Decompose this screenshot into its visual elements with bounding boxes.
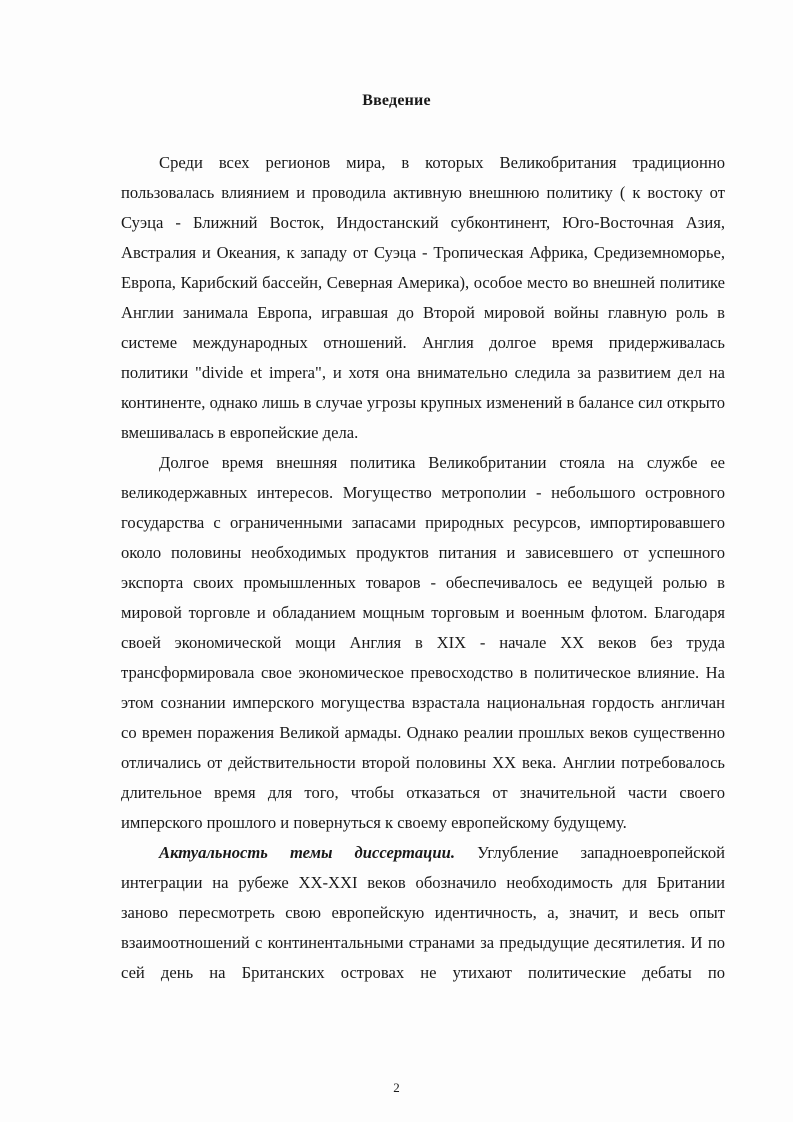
page-number: 2	[393, 1080, 400, 1095]
paragraph-text: Углубление западноевропейской интеграции на рубеже XX-XXI веков обозначило необходимость для Британии заново пересмотреть свою европейскую идентичность, а, значит, и весь опыт взаимоотношений с континентальными странами за предыдущие десятилетия. И по сей день на Британских островах не утихают политические дебаты по	[121, 843, 725, 982]
paragraph-text: Среди всех регионов мира, в которых Великобритания традиционно пользовалась влиянием и проводила активную внешнюю политику ( к востоку от Суэца - Ближний Восток, Индостанский субконтинент, Юго-Восточная Азия, Австралия и Океания, к западу от Суэца - Тропическая Африка, Средиземноморье, Европа, Карибский бассейн, Северная Америка), особое место во внешней политике Англии занимала Европа, игравшая до Второй мировой войны главную роль в системе международных отношений. Англия долгое время придерживалась политики "divide et impera", и хотя она внимательно следила за развитием дел на континенте, однако лишь в случае угрозы крупных изменений в балансе сил открыто вмешивалась в европейские дела.	[121, 153, 725, 442]
paragraph-lead: Актуальность темы диссертации.	[159, 843, 455, 862]
paragraph-foreign-policy	[121, 448, 725, 838]
paragraph-regions	[121, 148, 725, 448]
body-text	[121, 148, 725, 988]
paragraph-relevance	[121, 838, 725, 988]
paragraph-text: Долгое время внешняя политика Великобритании стояла на службе ее великодержавных интересов. Могущество метрополии - небольшого островного государства с ограниченными запасами природных ресурсов, импортировавшего около половины необходимых продуктов питания и зависевшего от успешного экспорта своих промышленных товаров - обеспечивалось ее ведущей ролью в мировой торговле и обладанием мощным торговым и военным флотом. Благодаря своей экономической мощи Англия в XIX - начале XX веков без труда трансформировала свое экономическое превосходство в политическое влияние. На этом сознании имперского могущества взрастала национальная гордость англичан со времен поражения Великой армады. Однако реалии прошлых веков существенно отличались от действительности второй половины XX века. Англии потребовалось длительное время для того, чтобы отказаться от значительной части своего имперского прошлого и повернуться к своему европейскому будущему.	[121, 453, 725, 832]
section-title: Введение	[362, 92, 431, 109]
